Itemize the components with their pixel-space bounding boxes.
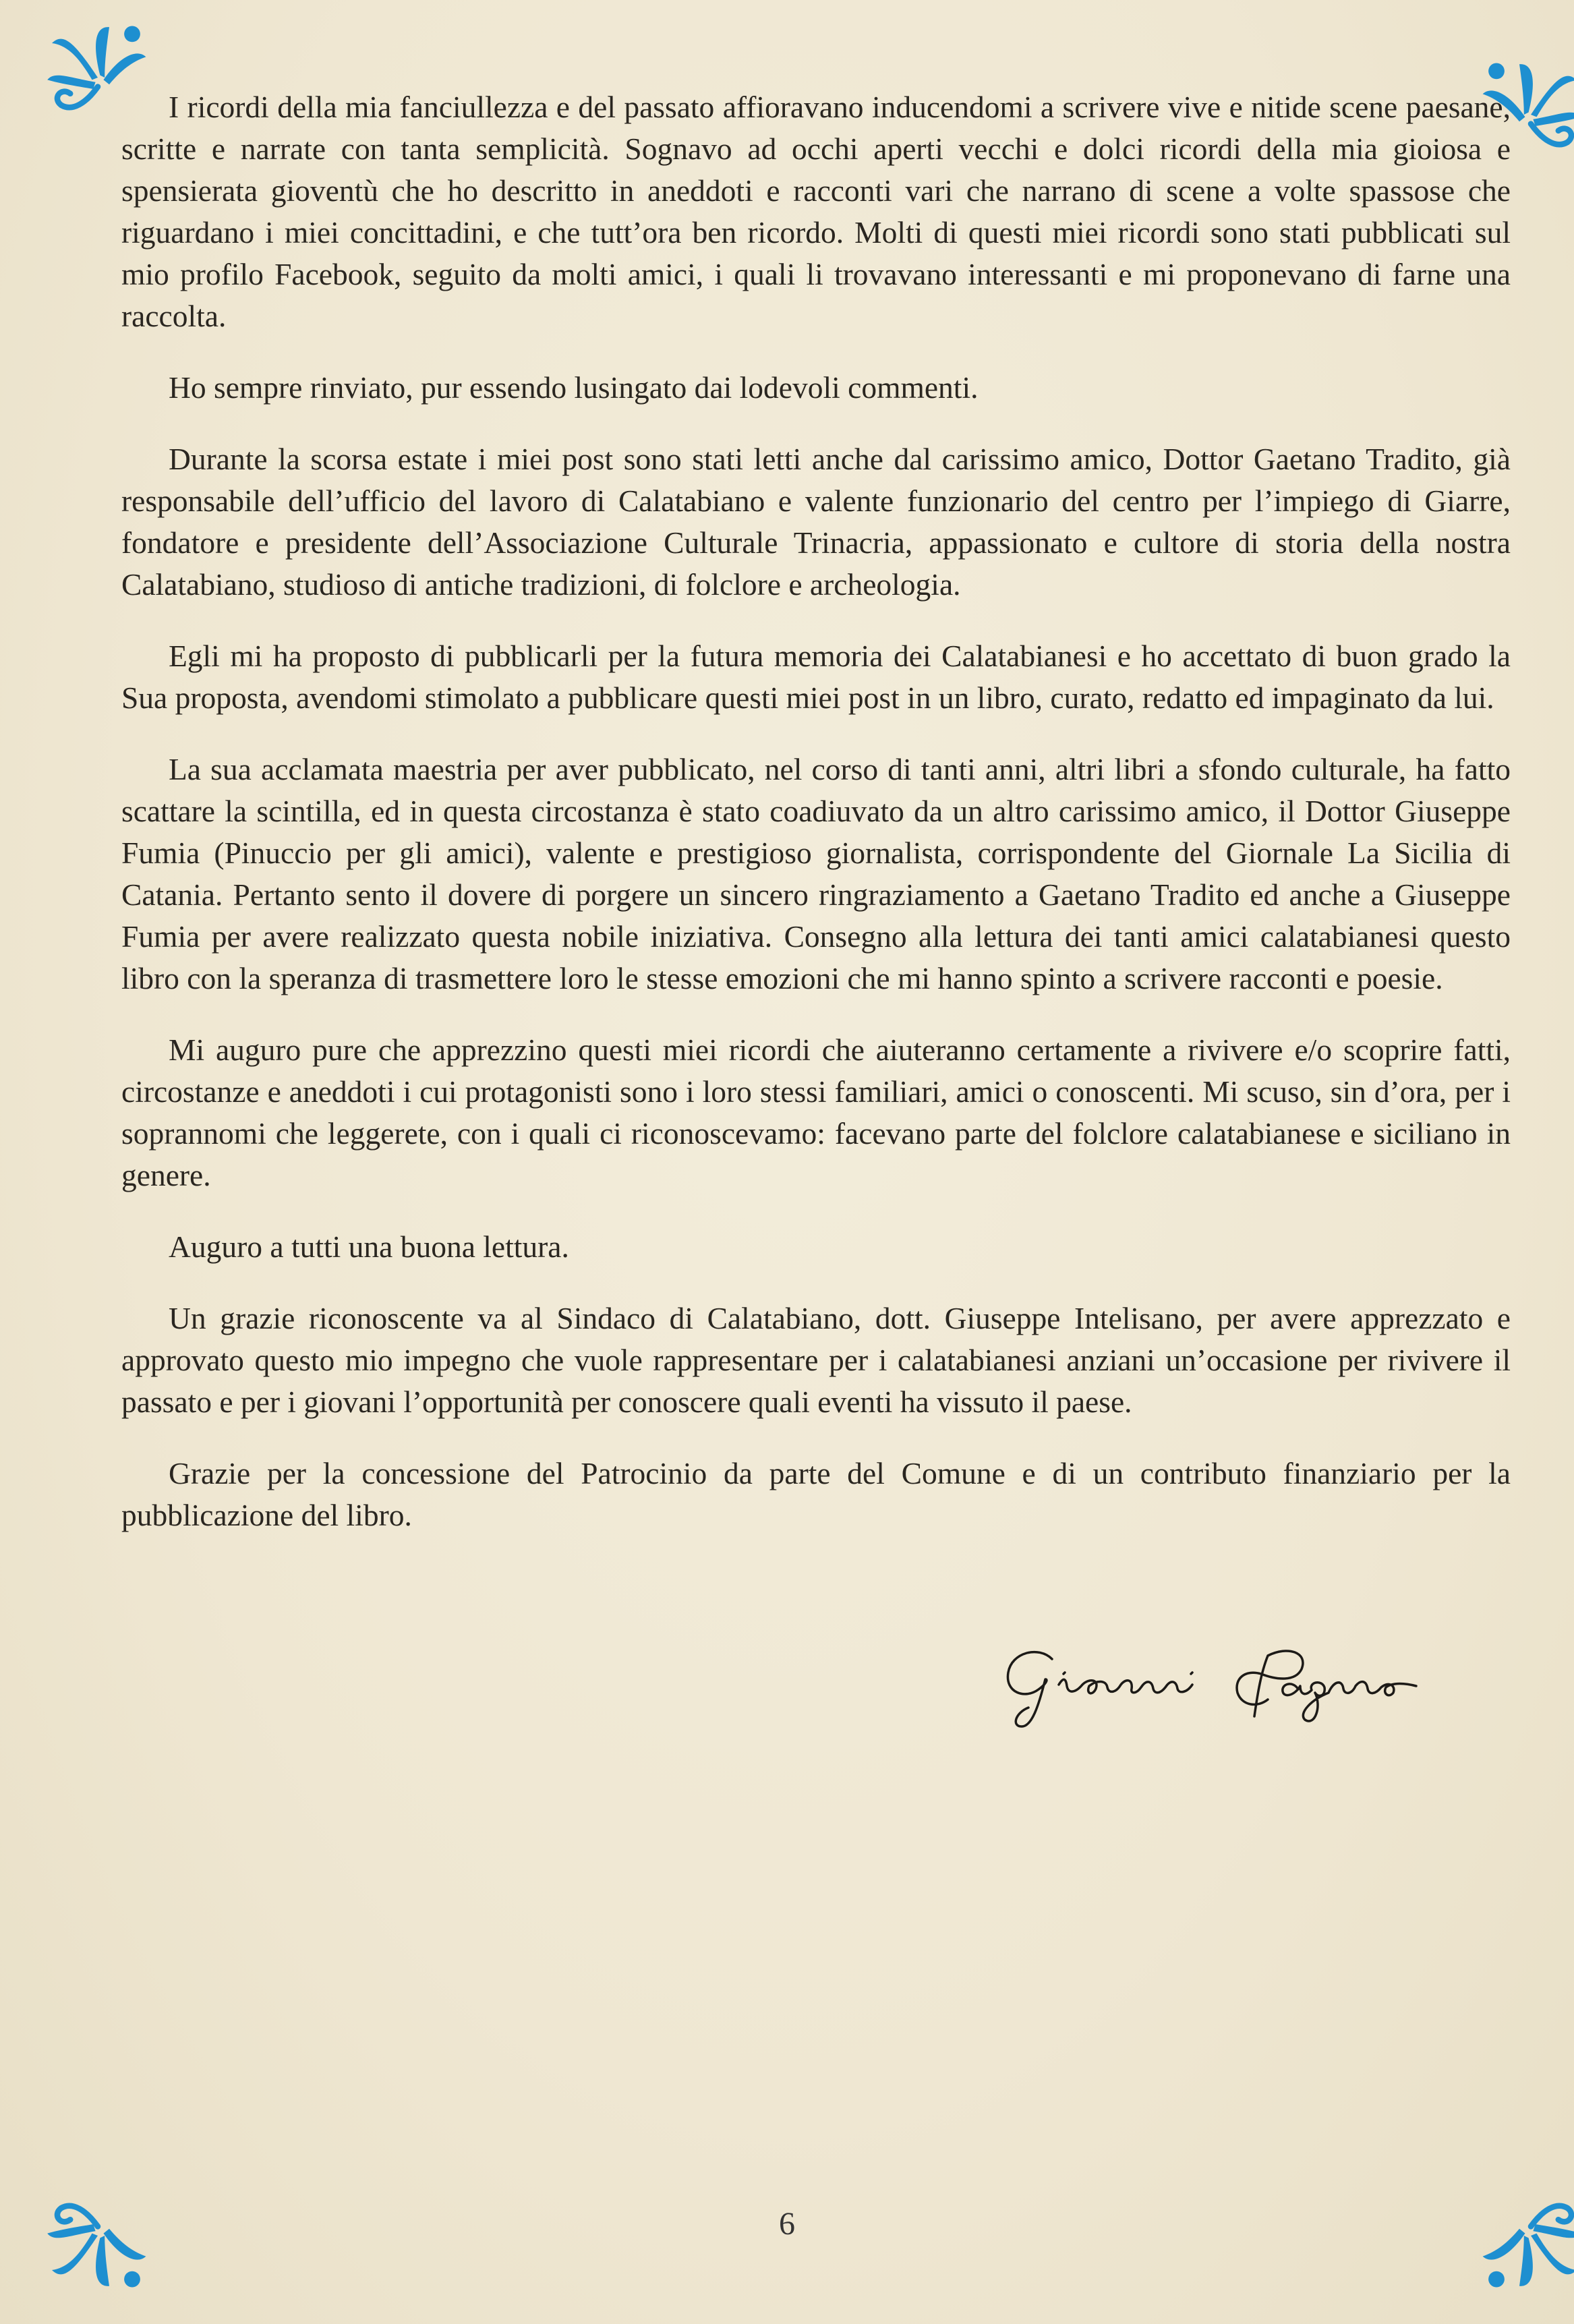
- paragraph: La sua acclamata maestria per aver pubblicato, nel corso di tanti anni, altri libri a sfondo culturale, ha fatto scattare la scintilla, ed in questa circostanza è stato coadiuvato da un altro carissimo amico, il Dottor Giuseppe Fumia (Pinuccio per gli amici), valente e prestigioso giornalista, corrispondente del Giornale La Sicilia di Catania. Pertanto sento il dovere di porgere un sincero ringraziamento a Gaetano Tradito ed anche a Giuseppe Fumia per avere realizzato questa nobile iniziativa. Consegno alla lettura dei tanti amici calatabianesi questo libro con la speranza di trasmettere loro le stesse emozioni che mi hanno spinto a scrivere racconti e poesie.: [121, 752, 1511, 995]
- paragraph: I ricordi della mia fanciullezza e del passato affioravano inducendomi a scrivere vive e nitide scene paesane, scritte e narrate con tanta semplicità. Sognavo ad occhi aperti vecchi e dolci ricordi della mia gioiosa e spensierata gioventù che ho descritto in aneddoti e racconti vari che narrano di scene a volte spassose che riguardano i miei concittadini, e che tutt’ora ben ricordo. Molti di questi miei ricordi sono stati pubblicati sul mio profilo Facebook, seguito da molti amici, i quali li trovavano interessanti e mi proponevano di farne una raccolta.: [121, 90, 1511, 333]
- paragraph: Egli mi ha proposto di pubblicarli per la futura memoria dei Calatabianesi e ho accettato di buon grado la Sua proposta, avendomi stimolato a pubblicare questi miei post in un libro, curato, redatto ed impaginato da lui.: [121, 639, 1511, 715]
- paragraph: Mi auguro pure che apprezzino questi miei ricordi che aiuteranno certamente a rivivere e/o scoprire fatti, circostanze e aneddoti i cui protagonisti sono i loro stessi familiari, amici o conoscenti. Mi scuso, sin d’ora, per i soprannomi che leggerete, con i quali ci riconoscevamo: facevano parte del folclore calatabianese e siciliano in genere.: [121, 1033, 1511, 1192]
- paragraph: Ho sempre rinviato, pur essendo lusingato dai lodevoli commenti.: [169, 370, 979, 405]
- handwritten-signature: [991, 1632, 1463, 1733]
- page-number: 6: [779, 2206, 795, 2242]
- paragraph: Grazie per la concessione del Patrocinio da parte del Comune e di un contributo finanziario per la pubblicazione del libro.: [121, 1456, 1511, 1532]
- body-text: [121, 86, 1511, 1566]
- paragraph: Durante la scorsa estate i miei post sono stati letti anche dal carissimo amico, Dottor Gaetano Tradito, già responsabile dell’ufficio del lavoro di Calatabiano e valente funzionario del centro per l’impiego di Giarre, fondatore e presidente dell’Associazione Culturale Trinacria, appassionato e cultore di storia della nostra Calatabiano, studioso di antiche tradizioni, di folclore e archeologia.: [121, 442, 1511, 602]
- paragraph: Un grazie riconoscente va al Sindaco di Calatabiano, dott. Giuseppe Intelisano, per avere apprezzato e approvato questo mio impegno che vuole rappresentare per i calatabianesi anziani un’occasione per rivivere il passato e per i giovani l’opportunità per conoscere quali eventi ha vissuto il paese.: [121, 1301, 1511, 1419]
- paragraph: Auguro a tutti una buona lettura.: [169, 1229, 569, 1264]
